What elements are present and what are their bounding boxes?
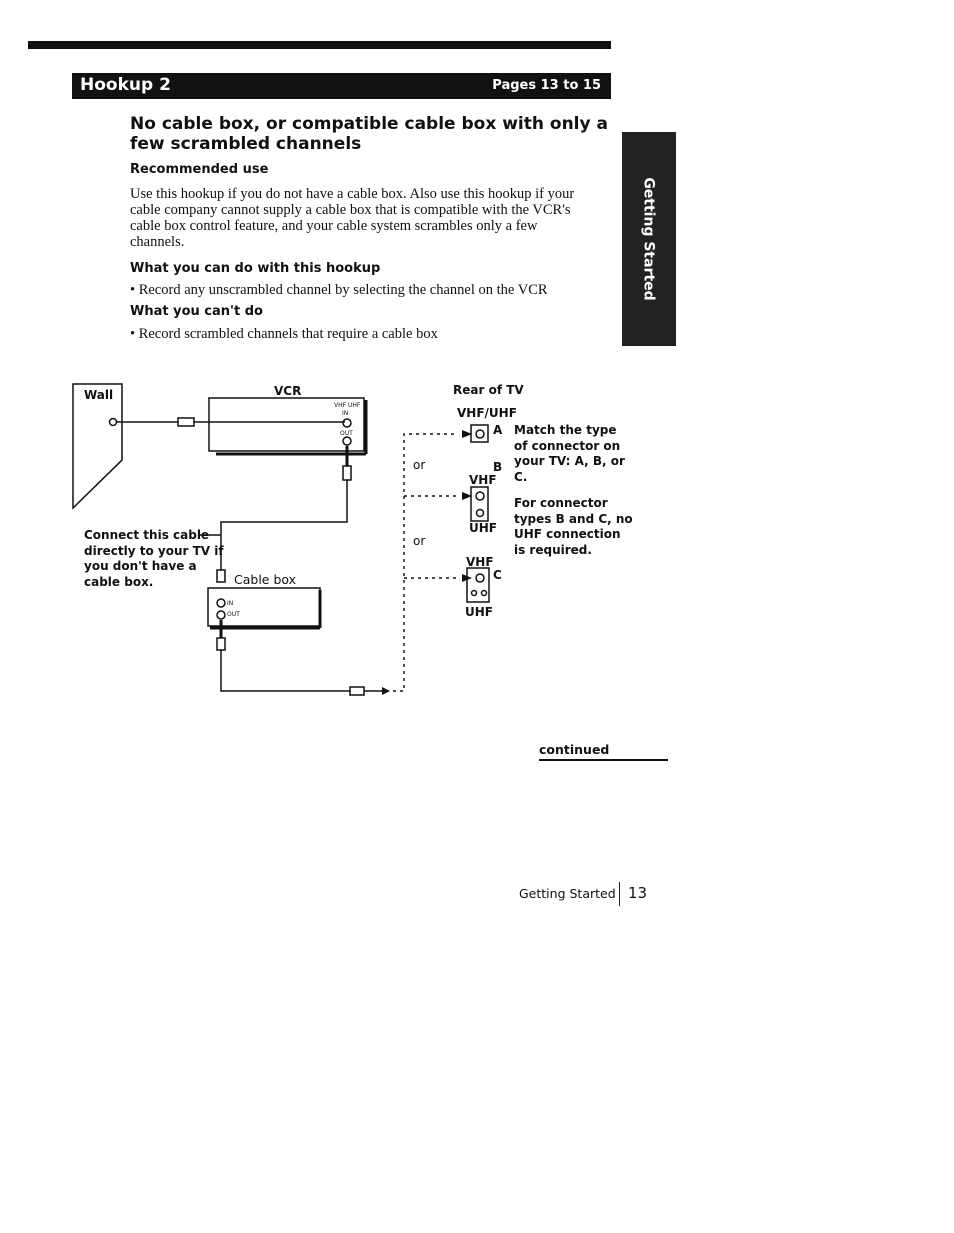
can-do-title: What you can do with this hookup	[130, 261, 381, 276]
continued-label: continued	[539, 742, 610, 757]
vcr-in-label: IN	[342, 410, 349, 417]
recommended-line-4: channels.	[130, 234, 185, 250]
vcr-to-cable-box-cable	[221, 480, 347, 570]
recommended-line-1: Use this hookup if you do not have a cable box. Also use this hookup if your	[130, 186, 575, 202]
footer-section-name: Getting Started	[519, 886, 616, 901]
recommended-line-3: cable box control feature, and your cable system scrambles only a few	[130, 218, 538, 234]
connector-a-panel	[471, 425, 488, 442]
vcr-out-plug-icon	[343, 466, 351, 480]
connect-note-line-2: directly to your TV if	[84, 543, 224, 558]
connect-note-line-4: cable box.	[84, 574, 154, 589]
cant-do-title: What you can't do	[130, 304, 263, 319]
or-label-2: or	[413, 534, 426, 548]
bullet-icon: •	[130, 282, 139, 298]
recommended-line-2: cable company cannot supply a cable box that is compatible with the VCR's	[130, 202, 571, 218]
header-title: Hookup 2	[80, 75, 171, 95]
vhf-b-label: VHF	[469, 473, 497, 487]
recommended-title: Recommended use	[130, 162, 269, 177]
connector-note	[514, 496, 633, 558]
header-pages: Pages 13 to 15	[492, 78, 601, 93]
match-note-line-1: Match the type	[514, 423, 617, 437]
cable-box-in-connector-icon	[217, 599, 225, 607]
cable-plug-icon	[178, 418, 194, 426]
connect-note	[84, 528, 224, 590]
or-label-1: or	[413, 458, 426, 472]
cable-box-in-label: IN	[227, 600, 234, 607]
connector-note-line-1: For connector	[514, 496, 608, 510]
uhf-b-label: UHF	[469, 521, 497, 535]
continued-rule	[539, 759, 668, 761]
connector-b-uhf-icon	[477, 510, 484, 517]
vcr-out-connector-icon	[343, 437, 351, 445]
cable-box-to-tv-cable	[221, 650, 350, 691]
connector-note-line-3: UHF connection	[514, 527, 621, 541]
vcr-vhf-uhf-label: VHF UHF	[334, 402, 361, 409]
connector-c-vhf-icon	[476, 574, 484, 582]
connector-note-line-2: types B and C, no	[514, 511, 633, 526]
match-note-line-2: of connector on	[514, 438, 621, 453]
connector-c-uhf-left-icon	[472, 591, 477, 596]
wall-label: Wall	[84, 388, 114, 402]
page-number: 13	[628, 884, 648, 902]
uhf-c-label: UHF	[465, 605, 493, 619]
rear-tv-label: Rear of TV	[453, 383, 524, 397]
connector-b-vhf-icon	[476, 492, 484, 500]
vcr-label: VCR	[274, 384, 302, 398]
letter-b-label: B	[493, 460, 503, 474]
vcr-out-label: OUT	[340, 430, 353, 437]
letter-a-label: A	[493, 423, 503, 437]
cable-box-out-connector-icon	[217, 611, 225, 619]
connector-c-uhf-right-icon	[482, 591, 487, 596]
cable-box-out-plug-icon	[217, 638, 225, 650]
match-note	[514, 423, 625, 485]
vhf-uhf-label: VHF/UHF	[457, 406, 517, 420]
heading-line-1: No cable box, or compatible cable box with only a	[130, 114, 608, 134]
connect-note-line-1: Connect this cable	[84, 528, 210, 542]
cable-box-shape	[208, 588, 320, 626]
footer-divider	[619, 882, 620, 906]
match-note-line-4: C.	[514, 469, 528, 484]
bullet-icon: •	[130, 326, 139, 342]
connector-a-icon	[476, 430, 484, 438]
heading-line-2: few scrambled channels	[130, 134, 362, 154]
connector-c-panel	[467, 568, 489, 602]
tv-cable-plug-icon	[350, 687, 364, 695]
cable-box-label: Cable box	[234, 572, 297, 587]
match-note-line-3: your TV: A, B, or	[514, 454, 625, 468]
connector-note-line-4: is required.	[514, 542, 592, 557]
section-tab-label: Getting Started	[641, 177, 657, 301]
vhf-c-label: VHF	[466, 555, 494, 569]
vcr-in-connector-icon	[343, 419, 351, 427]
can-do-text: Record any unscrambled channel by selecting the channel on the VCR	[138, 282, 548, 298]
cant-do-text: Record scrambled channels that require a cable box	[138, 326, 438, 342]
wall-outlet-icon	[110, 419, 117, 426]
letter-c-label: C	[493, 568, 502, 582]
connect-note-line-3: you don't have a	[84, 559, 197, 573]
cable-box-out-label: OUT	[227, 611, 240, 618]
arrow-icon	[382, 687, 390, 695]
